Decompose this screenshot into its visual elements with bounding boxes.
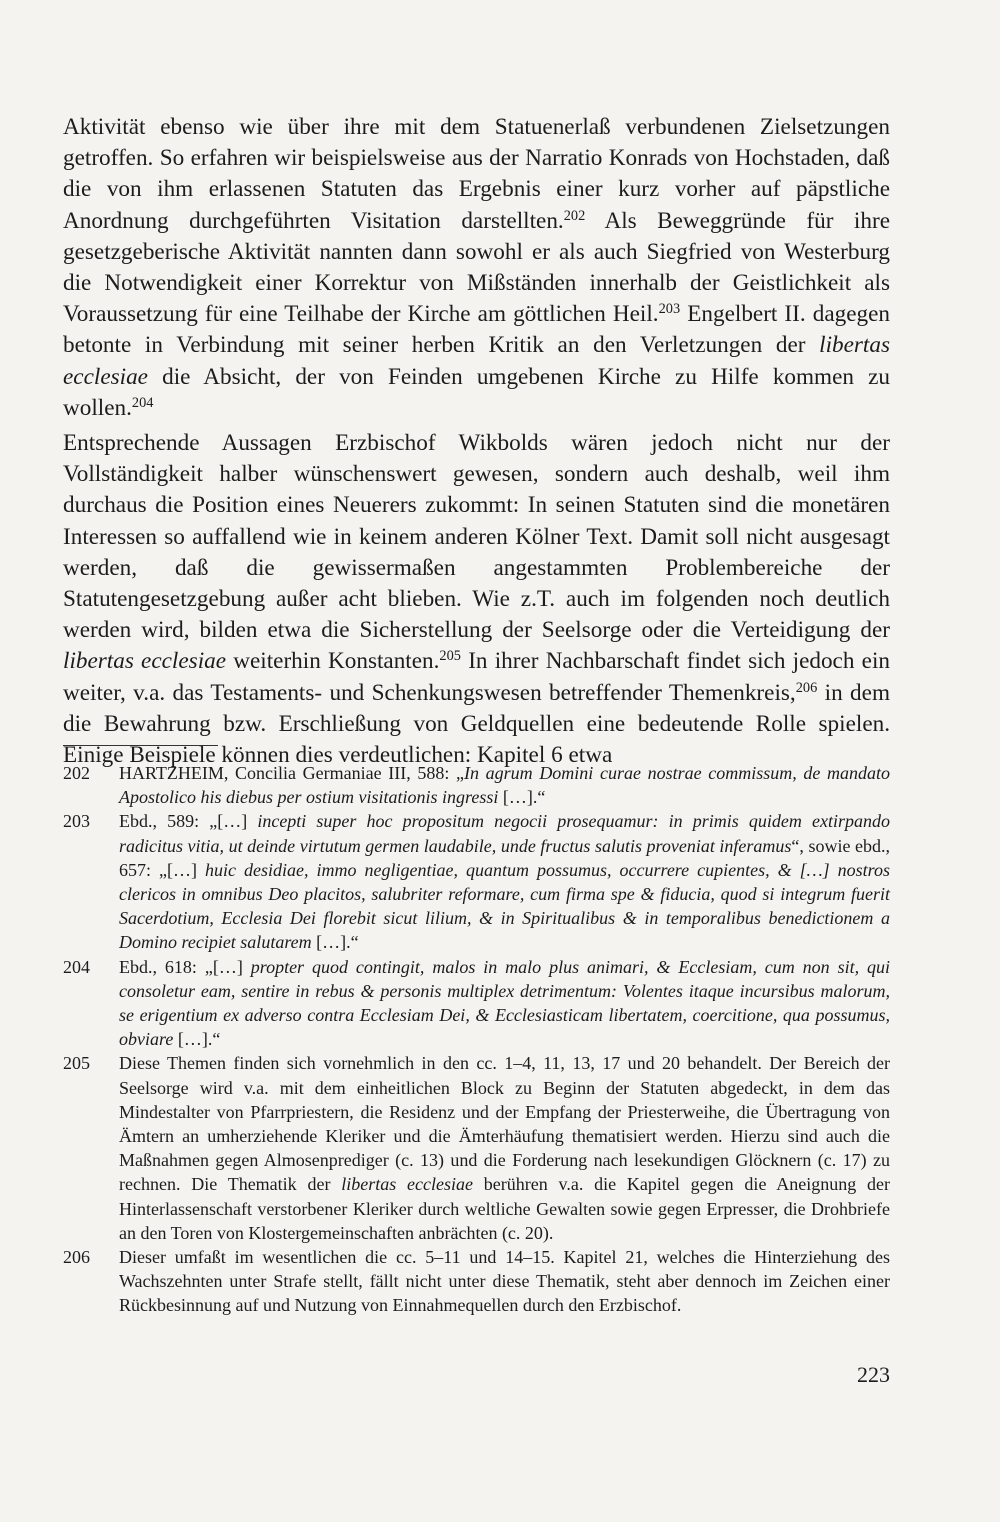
text-segment: “, sowie ebd., 657: „[…]	[119, 835, 890, 880]
italic-quote: huic desidiae, immo negligentiae, quantum possumus, occurrere cupientes, & […] nostros clericos in omnibus Deo placitos, salubriter reformare, cum firma spe & fiducia, quod si integrum fuerit Sacerdotium, Ecclesia Dei florebit sicut lilium, & in Spiritualibus & in temporalibus benedictionem a Domino recipiet salutarem	[119, 859, 890, 953]
italic-term: libertas ecclesiae	[63, 332, 890, 390]
footnote-204	[63, 955, 890, 1052]
footnote-ref-203[interactable]: 203	[658, 301, 681, 318]
paragraph-2	[63, 428, 890, 771]
footnote-202	[63, 761, 890, 809]
main-text	[63, 112, 890, 771]
text-segment: die Absicht, der von Feinden umgebenen Kirche zu Hilfe kommen zu wollen.	[63, 363, 890, 421]
footnotes	[63, 761, 890, 1318]
text-segment: […].“	[311, 932, 359, 953]
text-segment: in dem die Bewahrung bzw. Erschließung von Geldquellen eine bedeutende Rolle spielen. Einige Beispiele können dies verdeutlichen: Kapitel 6 etwa	[63, 679, 890, 769]
footnote-divider	[63, 745, 218, 746]
footnote-ref-202[interactable]: 202	[563, 207, 586, 224]
italic-quote: In agrum Domini curae nostrae commissum, de mandato Apostolico his diebus per ostium visitationis ingressi	[119, 763, 890, 808]
text-segment: Ebd., 618: „[…]	[119, 956, 251, 977]
text-segment: Diese Themen finden sich vornehmlich in den cc. 1–4, 11, 13, 17 und 20 behandelt. Der Bereich der Seelsorge wird v.a. mit dem einheitlichen Block zu Beginn der Statuten abgedeckt, in dem das Mindestalter von Pfarrpriestern, die Residenz und der Empfang der Priesterweihe, die Übertragung von Ämtern an umherziehende Kleriker und die Ämterhäufung thematisiert werden. Hierzu sind auch die Maßnahmen gegen Almosenprediger (c. 13) und die Forderung nach lesekundigen Glöcknern (c. 17) zu rechnen. Die Thematik der	[119, 1053, 890, 1195]
text-segment: HARTZHEIM, Concilia Germaniae III, 588: „	[119, 763, 465, 783]
text-segment: Als Beweggründe für ihre gesetzgeberische Aktivität nannten dann sowohl er als auch Siegfried von Westerburg die Notwendigkeit einer Korrektur von Mißständen innerhalb der Geistlichkeit als Voraussetzung für eine Teilhabe der Kirche am göttlichen Heil.	[63, 207, 890, 328]
footnote-203	[63, 809, 890, 954]
footnote-number: 206	[63, 1247, 90, 1268]
footnote-205	[63, 1051, 890, 1245]
footnote-number: 203	[63, 811, 90, 832]
footnote-206	[63, 1245, 890, 1318]
footnote-number: 202	[63, 763, 90, 783]
footnote-ref-205[interactable]: 205	[439, 648, 461, 665]
paragraph-1	[63, 112, 890, 424]
text-segment: weiterhin Konstanten.	[226, 648, 440, 675]
text-segment: Engelbert II. dagegen betonte in Verbindung mit seiner herben Kritik an den Verletzungen der	[63, 301, 890, 359]
text-segment: […].“	[173, 1029, 221, 1050]
footnote-number: 204	[63, 956, 90, 977]
footnote-number: 205	[63, 1053, 90, 1074]
footnote-ref-204[interactable]: 204	[131, 394, 154, 411]
italic-quote: propter quod contingit, malos in malo plus animari, & Ecclesiam, cum non sit, qui consoletur eam, sentire in rebus & personis multiplex detrimentum: Volentes itaque incursibus malorum, se erigentium ex adverso contra Ecclesiam Dei, & Ecclesiasticam libertatem, coercitione, qua possumus, obviare	[119, 956, 890, 1050]
italic-term: libertas ecclesiae	[341, 1174, 473, 1195]
text-segment: Aktivität ebenso wie über ihre mit dem Statuenerlaß verbundenen Zielsetzungen getroffen. So erfahren wir beispielsweise aus der Narratio Konrads von Hochstaden, daß die von ihm erlassenen Statuten das Ergebnis einer kurz vorher auf päpstliche Anordnung durchgeführten Visitation darstellten.	[63, 114, 890, 234]
text-segment: In ihrer Nachbarschaft findet sich jedoch ein weiter, v.a. das Testaments- und Schenkungswesen betreffender Themenkreis,	[63, 648, 890, 706]
page-number: 223	[857, 1362, 890, 1387]
italic-term: libertas ecclesiae	[63, 648, 227, 675]
italic-quote: incepti super hoc propositum negocii prosequamur: in primis quidem extirpando radicitus vitia, ut deinde virtutum germen laudabile, unde fructus salutis proveniat inferamus	[119, 811, 890, 856]
text-segment: Ebd., 589: „[…]	[119, 811, 258, 832]
footnote-ref-206[interactable]: 206	[795, 679, 818, 696]
text-segment: berühren v.a. die Kapitel gegen die Aneignung der Hinterlassenschaft verstorbener Kleriker durch weltliche Gewalten sowie gegen Erpresser, die Drohbriefe an den Toren von Klostergemeinschaften anbrächten (c. 20).	[119, 1174, 890, 1243]
text-segment: Dieser umfaßt im wesentlichen die cc. 5–11 und 14–15. Kapitel 21, welches die Hinterziehung des Wachszehnten unter Strafe stellt, fällt nicht unter diese Thematik, steht aber dennoch im Zeichen einer Rückbesinnung auf und Nutzung von Einnahmequellen durch den Erzbischof.	[119, 1247, 890, 1316]
text-segment: Entsprechende Aussagen Erzbischof Wikbolds wären jedoch nicht nur der Vollständigkeit halber wünschenswert gewesen, sondern auch deshalb, weil ihm durchaus die Position eines Neuerers zukommt: In seinen Statuten sind die monetären Interessen so auffallend wie in keinem anderen Kölner Text. Damit soll nicht ausgesagt werden, daß die gewissermaßen angestammten Problembereiche der Statutengesetzgebung außer acht blieben. Wie z.T. auch im folgenden noch deutlich werden wird, bilden etwa die Sicherstellung der Seelsorge oder die Verteidigung der	[63, 430, 890, 644]
text-segment: […].“	[498, 787, 546, 808]
